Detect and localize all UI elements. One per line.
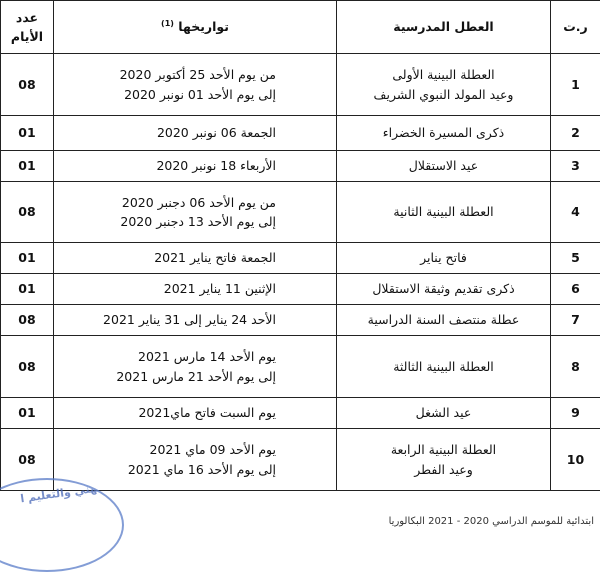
official-stamp [0,478,124,572]
holiday-dates [54,398,337,429]
holiday-date-line: الإثنين 11 يناير 2021 [58,279,276,298]
holiday-dates [54,336,337,398]
holiday-days-count: 01 [1,243,54,274]
holiday-date-line: إلى يوم الأحد 01 نونبر 2020 [58,85,276,104]
holiday-dates [54,274,337,305]
table-header-row [1,1,600,54]
holiday-date-line: إلى يوم الأحد 13 دجنبر 2020 [58,212,276,231]
footnote: ابتدائية للموسم الدراسي 2020 - 2021 البكالوريا [389,516,594,527]
table-row [1,116,600,151]
row-number: 9 [551,398,600,429]
row-number: 4 [551,182,600,243]
holiday-date-line: إلى يوم الأحد 21 مارس 2021 [58,367,276,386]
holiday-date-line: الجمعة 06 نونبر 2020 [58,123,276,142]
holiday-name-line: وعيد الفطر [341,460,546,479]
stamp-text: المهني والتعليم ا [20,480,114,506]
holiday-date-line: من يوم الأحد 06 دجنبر 2020 [58,193,276,212]
header-num: ر.ت [551,1,600,54]
holiday-name-line: العطلة البينية الرابعة [341,440,546,459]
table-row [1,243,600,274]
holiday-date-line: يوم الأحد 09 ماي 2021 [58,440,276,459]
holiday-date-line: من يوم الأحد 25 أكتوبر 2020 [58,65,276,84]
holiday-dates [54,54,337,116]
holiday-name [337,54,551,116]
table-row [1,54,600,116]
holiday-name-line: وعيد المولد النبوي الشريف [341,85,546,104]
header-dates-footnote-mark: (1) [161,19,174,28]
header-days: عدد الأيام [1,1,54,54]
holiday-days-count: 01 [1,398,54,429]
holiday-name [337,182,551,243]
row-number: 8 [551,336,600,398]
holiday-date-line: الجمعة فاتح يناير 2021 [58,248,276,267]
holiday-days-count: 01 [1,151,54,182]
holiday-name [337,151,551,182]
holiday-date-line: الأحد 24 يناير إلى 31 يناير 2021 [58,310,276,329]
table-row [1,182,600,243]
holiday-name-line: عيد الاستقلال [341,156,546,175]
holiday-name-line: العطلة البينية الثانية [341,202,546,221]
row-number: 10 [551,429,600,491]
table-row [1,274,600,305]
holiday-name [337,305,551,336]
holiday-name [337,398,551,429]
header-dates-label: تواريخها [178,19,229,34]
holiday-name-line: العطلة البينية الأولى [341,65,546,84]
holiday-name-line: ذكرى تقديم وثيقة الاستقلال [341,279,546,298]
holiday-name [337,336,551,398]
holiday-days-count: 08 [1,305,54,336]
table-body [1,54,600,491]
row-number: 3 [551,151,600,182]
holiday-name [337,116,551,151]
holiday-name [337,243,551,274]
table-row [1,336,600,398]
holiday-name [337,274,551,305]
holiday-name-line: ذكرى المسيرة الخضراء [341,123,546,142]
table-row [1,305,600,336]
holiday-days-count: 01 [1,116,54,151]
table-row [1,398,600,429]
holiday-name-line: عطلة منتصف السنة الدراسية [341,310,546,329]
holiday-dates [54,243,337,274]
holiday-days-count: 08 [1,182,54,243]
row-number: 2 [551,116,600,151]
table-row [1,151,600,182]
holiday-date-line: يوم السبت فاتح ماي2021 [58,403,276,422]
holiday-dates [54,305,337,336]
holiday-days-count: 01 [1,274,54,305]
header-holiday: العطل المدرسية [337,1,551,54]
row-number: 6 [551,274,600,305]
holiday-days-count: 08 [1,429,54,491]
holiday-days-count: 08 [1,54,54,116]
holiday-name-line: عيد الشغل [341,403,546,422]
holiday-name [337,429,551,491]
row-number: 1 [551,54,600,116]
holiday-date-line: إلى يوم الأحد 16 ماي 2021 [58,460,276,479]
row-number: 7 [551,305,600,336]
holiday-dates [54,151,337,182]
holiday-name-line: العطلة البينية الثالثة [341,357,546,376]
holiday-days-count: 08 [1,336,54,398]
holiday-date-line: يوم الأحد 14 مارس 2021 [58,347,276,366]
table-row [1,429,600,491]
header-dates [54,1,337,54]
holiday-dates [54,116,337,151]
holiday-name-line: فاتح يناير [341,248,546,267]
holiday-date-line: الأربعاء 18 نونبر 2020 [58,156,276,175]
row-number: 5 [551,243,600,274]
holiday-dates [54,182,337,243]
